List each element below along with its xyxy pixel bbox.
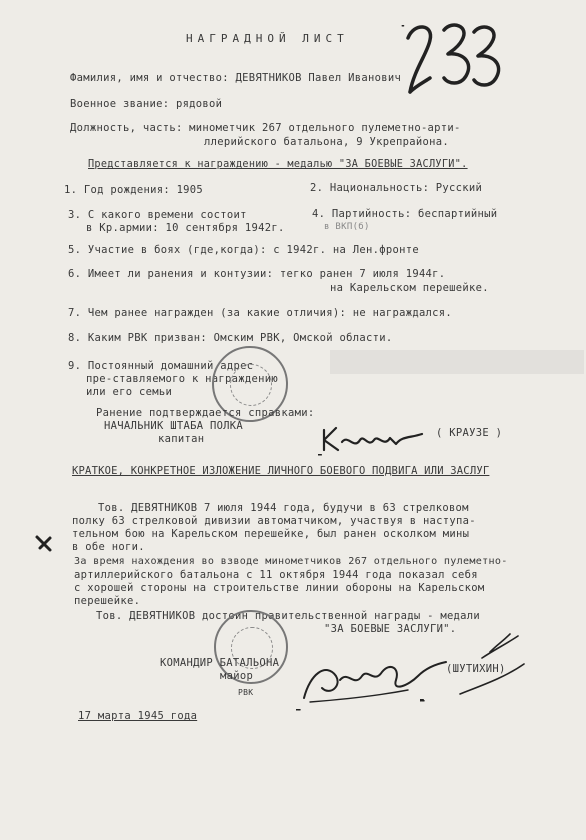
item-address-1: 9. Постоянный домашний адрес	[68, 360, 254, 372]
commander-signature	[296, 640, 456, 712]
item-wounds-1: 6. Имеет ли ранения и контузии: тегко ранен 7 июля 1944г.	[68, 268, 446, 280]
item-address-3: или его семьи	[86, 386, 173, 398]
commander-name: (ШУТИХИН)	[446, 663, 506, 675]
presented-line: Представляется к награждению - медалью "ЗА БОЕВЫЕ ЗАСЛУГИ".	[88, 159, 468, 170]
summary-p2-line1: За время нахождения во взводе минометчиков 267 отдельного пулеметно-	[74, 556, 508, 567]
chief-of-staff-name: ( КРАУЗЕ )	[436, 427, 503, 439]
surname-line: Фамилия, имя и отчество: ДЕВЯТНИКОВ Павел Иванович	[70, 72, 402, 84]
chief-of-staff-rank: капитан	[158, 433, 205, 445]
item-wounds-2: на Карельском перешейке.	[330, 282, 489, 294]
document-title: НАГРАДНОЙ ЛИСТ	[186, 32, 349, 45]
wound-confirmation: Ранение подтверждается справками:	[96, 407, 315, 419]
redacted-address	[330, 350, 584, 374]
margin-mark	[34, 534, 54, 554]
summary-p1-line3: тельном бою на Карельском перешейке, был ранен осколком мины	[72, 528, 470, 540]
item-birth-year: 1. Год рождения: 1905	[64, 184, 204, 196]
item-draft-office: 8. Каким РВК призван: Омским РВК, Омской области.	[68, 332, 393, 344]
summary-p2-line2: артиллерийского батальона с 11 октября 1944 года показал себя	[74, 569, 478, 581]
handwritten-number	[400, 18, 510, 98]
summary-p1-line1: Тов. ДЕВЯТНИКОВ 7 июля 1944 года, будучи в 63 стрелковом	[98, 502, 469, 514]
summary-heading: КРАТКОЕ, КОНКРЕТНОЕ ИЗЛОЖЕНИЕ ЛИЧНОГО БОЕВОГО ПОДВИГА ИЛИ ЗАСЛУГ	[72, 465, 490, 477]
item-service-since-2: в Кр.армии: 10 сентября 1942г.	[86, 222, 285, 234]
summary-p1-line2: полку 63 стрелковой дивизии автоматчиком, участвуя в наступа-	[72, 515, 476, 527]
commander-signature-text: Шутихин	[296, 710, 301, 711]
summary-p2-line3: с хорошей стороны на строительстве линии обороны на Карельском	[74, 582, 485, 594]
handwritten-number-text: 233	[402, 26, 404, 27]
commander-title: КОМАНДИР БАТАЛЬОНА	[160, 657, 280, 669]
item-previous-awards: 7. Чем ранее награжден (за какие отличия): не награждался.	[68, 307, 453, 319]
chief-of-staff-title: НАЧАЛЬНИК ШТАБА ПОЛКА	[104, 420, 244, 432]
item-address-2: пре-ставляемого к награждению	[86, 373, 279, 385]
commander-rank: майор	[220, 670, 254, 682]
item-party-1: 4. Партийность: беспартийный	[312, 208, 498, 220]
summary-p3-line1: Тов. ДЕВЯТНИКОВ достоин правительственной награды - медали	[96, 610, 481, 622]
document-date: 17 марта 1945 года	[78, 710, 198, 722]
item-nationality: 2. Национальность: Русский	[310, 182, 483, 194]
summary-p1-line4: в обе ноги.	[72, 541, 145, 553]
rank-line: Военное звание: рядовой	[70, 98, 223, 110]
summary-p3-line2: "ЗА БОЕВЫЕ ЗАСЛУГИ".	[324, 623, 457, 635]
summary-p2-line4: перешейке.	[74, 595, 141, 607]
chief-signature	[318, 420, 428, 456]
chief-signature-text: Краузе	[318, 455, 322, 456]
item-battles: 5. Участие в боях (где,когда): с 1942г. на Лен.фронте	[68, 244, 419, 256]
item-service-since-1: 3. С какого времени состоит	[68, 209, 247, 221]
item-party-2: в ВКП(б)	[324, 222, 370, 232]
position-line-1: Должность, часть: минометчик 267 отдельного пулеметно-арти-	[70, 122, 461, 134]
margin-note-text-2: Шутихин	[420, 701, 425, 702]
margin-note-text-1: Учесть	[420, 700, 424, 701]
position-line-2: ллерийского батальона, 9 Укрепрайона.	[204, 136, 449, 148]
stamp-label: РВК	[238, 688, 254, 697]
